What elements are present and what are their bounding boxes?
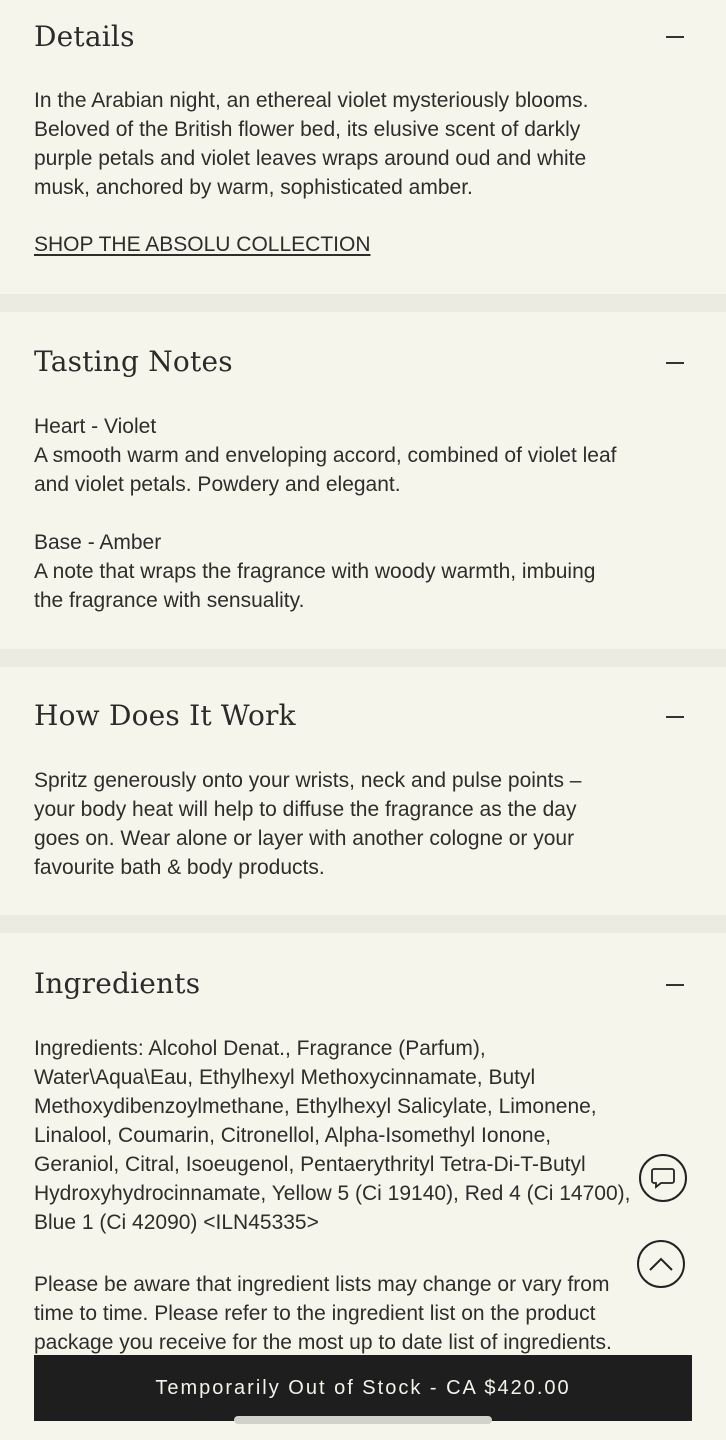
chat-button[interactable] [639,1154,687,1202]
text-line: favourite bath & body products. [34,856,325,879]
note-heading: Base - Amber [34,531,162,554]
tasting-notes-text [34,412,704,615]
shop-collection-link[interactable]: SHOP THE ABSOLU COLLECTION [34,233,371,256]
text-line: purple petals and violet leaves wraps around oud and white [34,147,587,170]
chat-icon [650,1166,676,1190]
text-line: the fragrance with sensuality. [34,589,305,612]
details-section [0,0,726,294]
text-line: Linalool, Coumarin, Citronellol, Alpha-Isomethyl Ionone, [34,1124,552,1147]
text-line: goes on. Wear alone or layer with another cologne or your [34,827,575,850]
text-line: Spritz generously onto your wrists, neck and pulse points – [34,769,582,792]
text-line: Ingredients: Alcohol Denat., Fragrance (Parfum), [34,1037,486,1060]
how-it-works-title[interactable]: How Does It Work [34,699,296,732]
chevron-up-icon [648,1256,674,1272]
minus-icon[interactable] [666,362,684,364]
text-line: In the Arabian night, an ethereal violet mysteriously blooms. [34,89,589,112]
text-line: Hydroxyhydrocinnamate, Yellow 5 (Ci 19140), Red 4 (Ci 14700), [34,1182,631,1205]
text-line: A smooth warm and enveloping accord, combined of violet leaf [34,444,617,467]
text-line: your body heat will help to diffuse the fragrance as the day [34,798,577,821]
how-it-works-text [34,766,704,882]
text-line: musk, anchored by warm, sophisticated amber. [34,176,473,199]
minus-icon[interactable] [666,984,684,986]
back-to-top-button[interactable] [637,1240,685,1288]
text-line: Blue 1 (Ci 42090) <ILN45335> [34,1211,319,1234]
text-line: Water\Aqua\Eau, Ethylhexyl Methoxycinnamate, Butyl [34,1066,536,1089]
text-line: Beloved of the British flower bed, its elusive scent of darkly [34,118,581,141]
text-line: time to time. Please refer to the ingredient list on the product [34,1302,596,1325]
tasting-notes-title[interactable]: Tasting Notes [34,345,233,378]
note-heading: Heart - Violet [34,415,157,438]
home-indicator [234,1416,492,1424]
ingredients-text [34,1034,704,1357]
minus-icon[interactable] [666,716,684,718]
how-it-works-section [0,667,726,915]
text-line: and violet petals. Powdery and elegant. [34,473,401,496]
details-title[interactable]: Details [34,20,135,53]
details-text [34,86,704,202]
text-line: A note that wraps the fragrance with woody warmth, imbuing [34,560,596,583]
text-line: Please be aware that ingredient lists may change or vary from [34,1273,610,1296]
text-line: Methoxydibenzoylmethane, Ethylhexyl Salicylate, Limonene, [34,1095,597,1118]
text-line: Geraniol, Citral, Isoeugenol, Pentaerythrityl Tetra-Di-T-Butyl [34,1153,586,1176]
text-line: package you receive for the most up to date list of ingredients. [34,1331,612,1354]
add-to-bag-button[interactable]: Temporarily Out of Stock - CA $420.00 [34,1355,692,1421]
minus-icon[interactable] [666,36,684,38]
ingredients-title[interactable]: Ingredients [34,967,201,1000]
tasting-notes-section [0,312,726,649]
